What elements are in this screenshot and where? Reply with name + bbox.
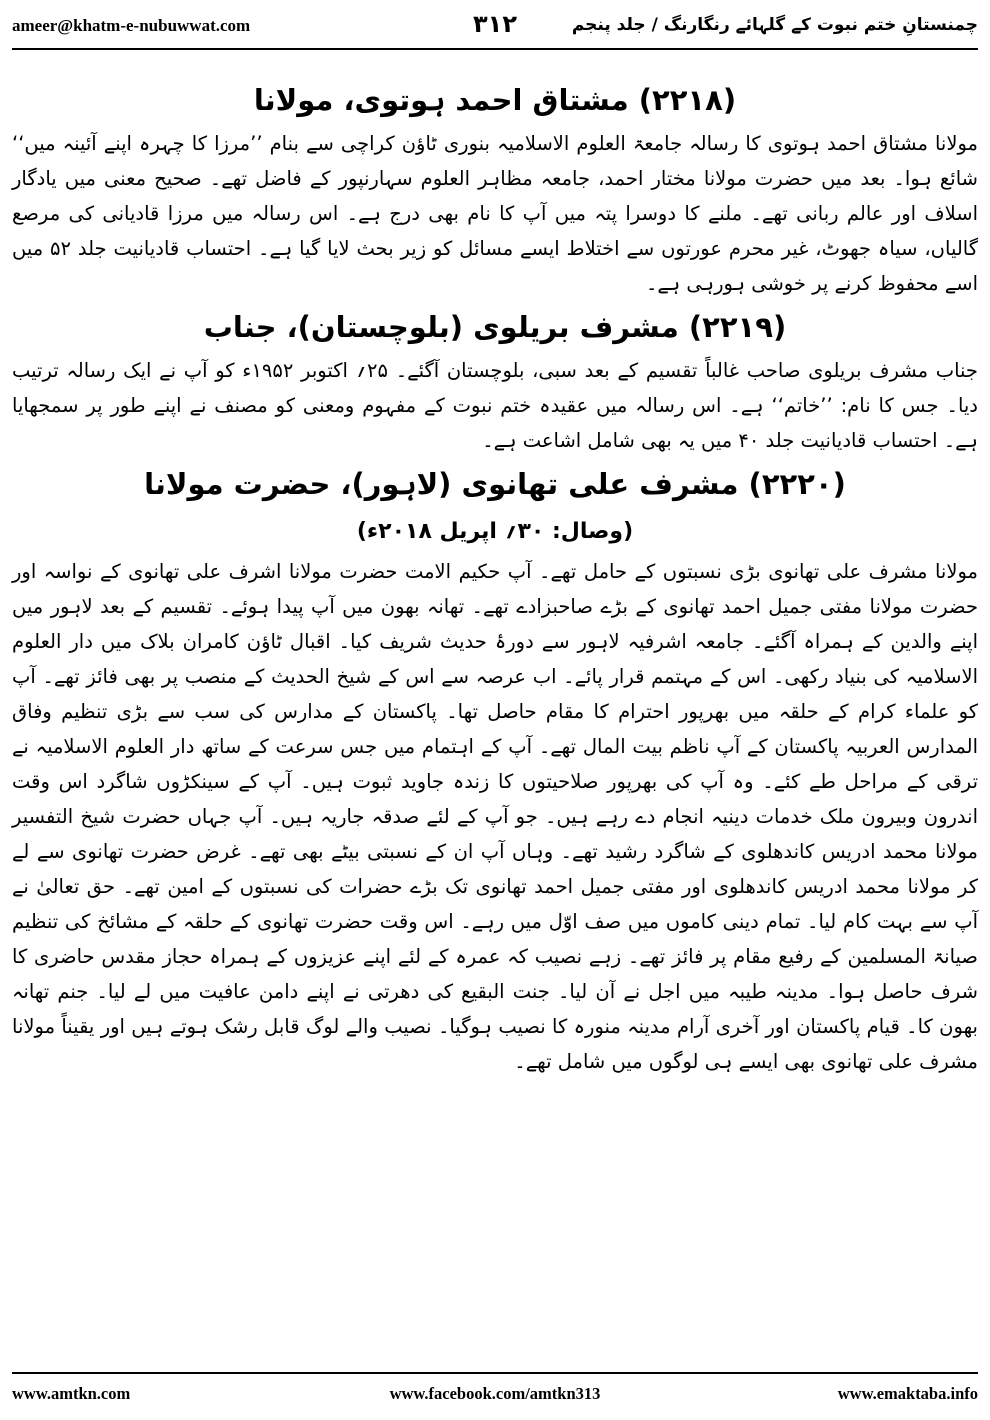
book-title: چمنستانِ ختم نبوت کے گلہائے رنگارنگ / جلد پنجم (571, 15, 978, 35)
death-date: (وصال: ۳۰؍ اپریل ۲۰۱۸ء) (356, 519, 634, 544)
page-footer (12, 1384, 978, 1410)
header-email: ameer@khatm-e-nubuwwat.com (12, 16, 251, 35)
page-header (12, 10, 978, 40)
entry-paragraph: مولانا مشتاق احمد ہوتوی کا رسالہ جامعۃ العلوم الاسلامیہ بنوری ٹاؤن کراچی سے بنام ’’مرزا کا چہرہ اپنے آئینہ میں‘‘ شائع ہوا۔ بعد میں حضرت مولانا مختار احمد، جامعہ مظاہر العلوم سہارنپور کے فاضل تھے۔ صحیح معنی میں یادگار اسلاف اور عالم ربانی تھے۔ ملنے کا دوسرا پتہ میں آپ کا نام بھی درج ہے۔ اس رسالہ میں مرزا قادیانی کی مرصع گالیاں، سیاہ جھوٹ، غیر محرم عورتوں سے اختلاط ایسے مسائل کو زیر بحث لایا گیا ہے۔ احتساب قادیانیت جلد ۵۲ میں اسے محفوظ کرنے پر خوشی ہورہی ہے۔ (12, 132, 978, 295)
entry-2218 (12, 74, 978, 301)
footer-link-facebook: www.facebook.com/amtkn313 (389, 1384, 601, 1403)
entry-2220 (12, 458, 978, 1079)
entry-heading: (۲۲۲۰) مشرف علی تھانوی (لاہور)، حضرت مولانا (144, 467, 846, 501)
page-content (12, 74, 978, 1079)
entry-heading: (۲۲۱۹) مشرف بریلوی (بلوچستان)، جناب (203, 310, 787, 344)
header-divider (12, 48, 978, 50)
entry-paragraph: مولانا مشرف علی تھانوی بڑی نسبتوں کے حامل تھے۔ آپ حکیم الامت حضرت مولانا اشرف علی تھانوی کے نواسہ اور حضرت مولانا مفتی جمیل احمد تھانوی کے بڑے صاحبزادے تھے۔ تھانہ بھون میں آپ پیدا ہوئے۔ تقسیم کے بعد لاہور میں اپنے والدین کے ہمراہ آگئے۔ جامعہ اشرفیہ لاہور سے دورۂ حدیث شریف کیا۔ اقبال ٹاؤن کامران بلاک میں دار العلوم الاسلامیہ کی بنیاد رکھی۔ اس کے مہتمم قرار پائے۔ اب عرصہ سے اس کے شیخ الحدیث کے منصب پر بھی فائز تھے۔ آپ کو علماء کرام کے حلقہ میں بھرپور احترام کا مقام حاصل تھا۔ پاکستان کے مدارس کی سب سے بڑی تنظیم وفاق المدارس العربیہ پاکستان کے آپ ناظم بیت المال تھے۔ آپ کے اہتمام میں جس سرعت کے ساتھ دار العلوم الاسلامیہ نے ترقی کے مراحل طے کئے۔ وہ آپ کی بھرپور صلاحیتوں کا زندہ جاوید ثبوت ہیں۔ آپ کے سینکڑوں شاگرد اس وقت اندرون وبیرون ملک خدمات دینیہ انجام دے رہے ہیں۔ جو آپ کے لئے صدقہ جاریہ ہیں۔ آپ جہاں حضرت شیخ التفسیر مولانا محمد ادریس کاندھلوی کے شاگرد رشید تھے۔ وہاں آپ ان کے نسبتی بیٹے بھی تھے۔ غرض حضرت تھانوی سے لے کر مولانا محمد ادریس کاندھلوی اور مفتی جمیل احمد تھانوی تک بڑے حضرات کی نسبتوں کے امین تھے۔ حق تعالیٰ نے آپ سے بہت کام لیا۔ تمام دینی کاموں میں صف اوّل میں رہے۔ اس وقت حضرت تھانوی کے حلقہ کے مشائخ کی تنظیم صیانۃ المسلمین کے رفیع مقام پر فائز تھے۔ زہے نصیب کہ عمرہ کے لئے اپنے عزیزوں کے ہمراہ حجاز مقدس حاضری کا شرف حاصل ہوا۔ مدینہ طیبہ میں اجل نے آن لیا۔ جنت البقیع کی دھرتی نے اپنے دامن عافیت میں لے لیا۔ جنم تھانہ بھون کا۔ قیام پاکستان اور آخری آرام مدینہ منورہ کا نصیب ہوگیا۔ نصیب والے لوگ قابل رشک ہوتے ہیں اور یقیناً مولانا مشرف علی تھانوی بھی ایسے ہی لوگوں میں شامل تھے۔ (12, 560, 978, 1073)
footer-link-emaktaba: www.emaktaba.info (837, 1384, 978, 1403)
entry-heading: (۲۲۱۸) مشتاق احمد ہوتوی، مولانا (253, 83, 737, 117)
footer-divider (12, 1372, 978, 1374)
entry-paragraph: جناب مشرف بریلوی صاحب غالباً تقسیم کے بعد سبی، بلوچستان آگئے۔ ۲۵؍ اکتوبر ۱۹۵۲ء کو آپ نے ایک رسالہ ترتیب دیا۔ جس کا نام: ’’خاتم‘‘ ہے۔ اس رسالہ میں عقیدہ ختم نبوت کے مفہوم ومعنی کو مصنف نے اپنے طور پر سمجھایا ہے۔ احتساب قادیانیت جلد ۴۰ میں یہ بھی شامل اشاعت ہے۔ (12, 359, 978, 452)
footer-link-amtkn: www.amtkn.com (12, 1384, 131, 1403)
page-number: ۳۱۲ (473, 10, 517, 38)
entry-2219 (12, 301, 978, 458)
